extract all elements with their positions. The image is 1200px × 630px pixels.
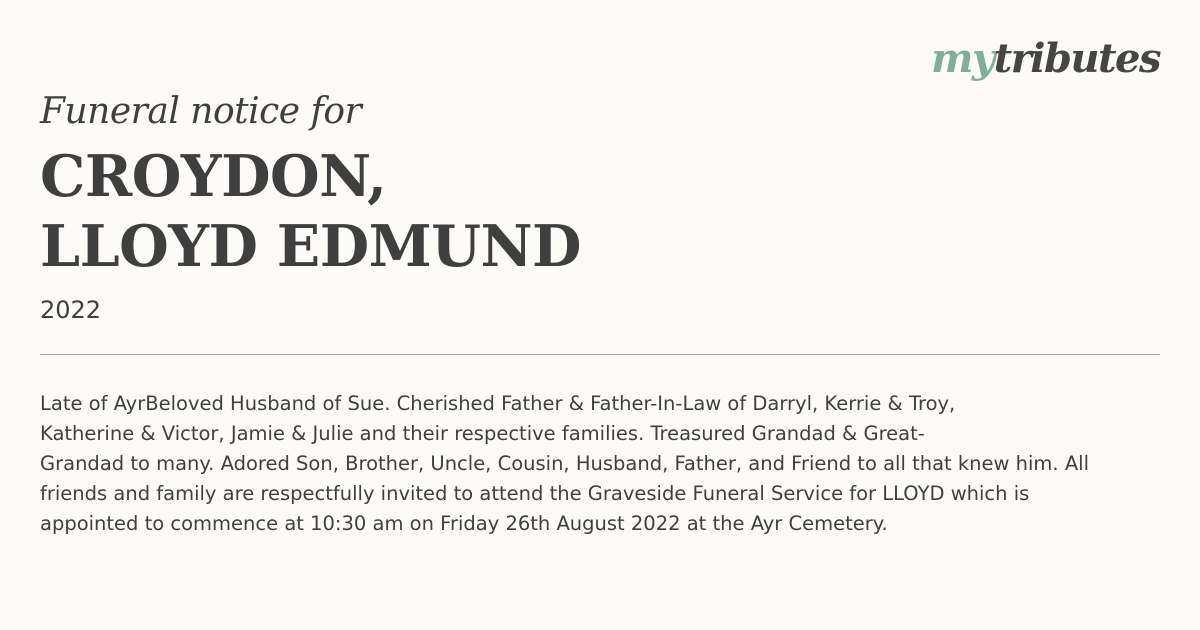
mytributes-logo bbox=[931, 34, 1160, 84]
notice-heading: Funeral notice for bbox=[40, 91, 362, 132]
notice-body-line: Katherine & Victor, Jamie & Julie and their respective families. Treasured Grandad & Great- bbox=[40, 422, 925, 445]
notice-header bbox=[40, 88, 940, 326]
logo-my-text: my bbox=[931, 35, 994, 82]
logo-tributes-text: tributes bbox=[993, 35, 1160, 82]
notice-body-line: Late of AyrBeloved Husband of Sue. Cherished Father & Father-In-Law of Darryl, Kerrie & Troy, bbox=[40, 392, 956, 415]
notice-body-line: friends and family are respectfully invited to attend the Graveside Funeral Service for LLOYD which is bbox=[40, 482, 1030, 505]
deceased-given-names: LLOYD EDMUND bbox=[40, 213, 581, 280]
notice-year: 2022 bbox=[40, 296, 102, 324]
notice-body-line: appointed to commence at 10:30 am on Friday 26th August 2022 at the Ayr Cemetery. bbox=[40, 512, 888, 535]
section-divider bbox=[40, 354, 1160, 355]
deceased-name bbox=[40, 142, 940, 282]
notice-body-line: Grandad to many. Adored Son, Brother, Uncle, Cousin, Husband, Father, and Friend to all that knew him. All bbox=[40, 452, 1090, 475]
deceased-surname: CROYDON, bbox=[40, 143, 387, 210]
notice-body bbox=[40, 389, 1130, 539]
